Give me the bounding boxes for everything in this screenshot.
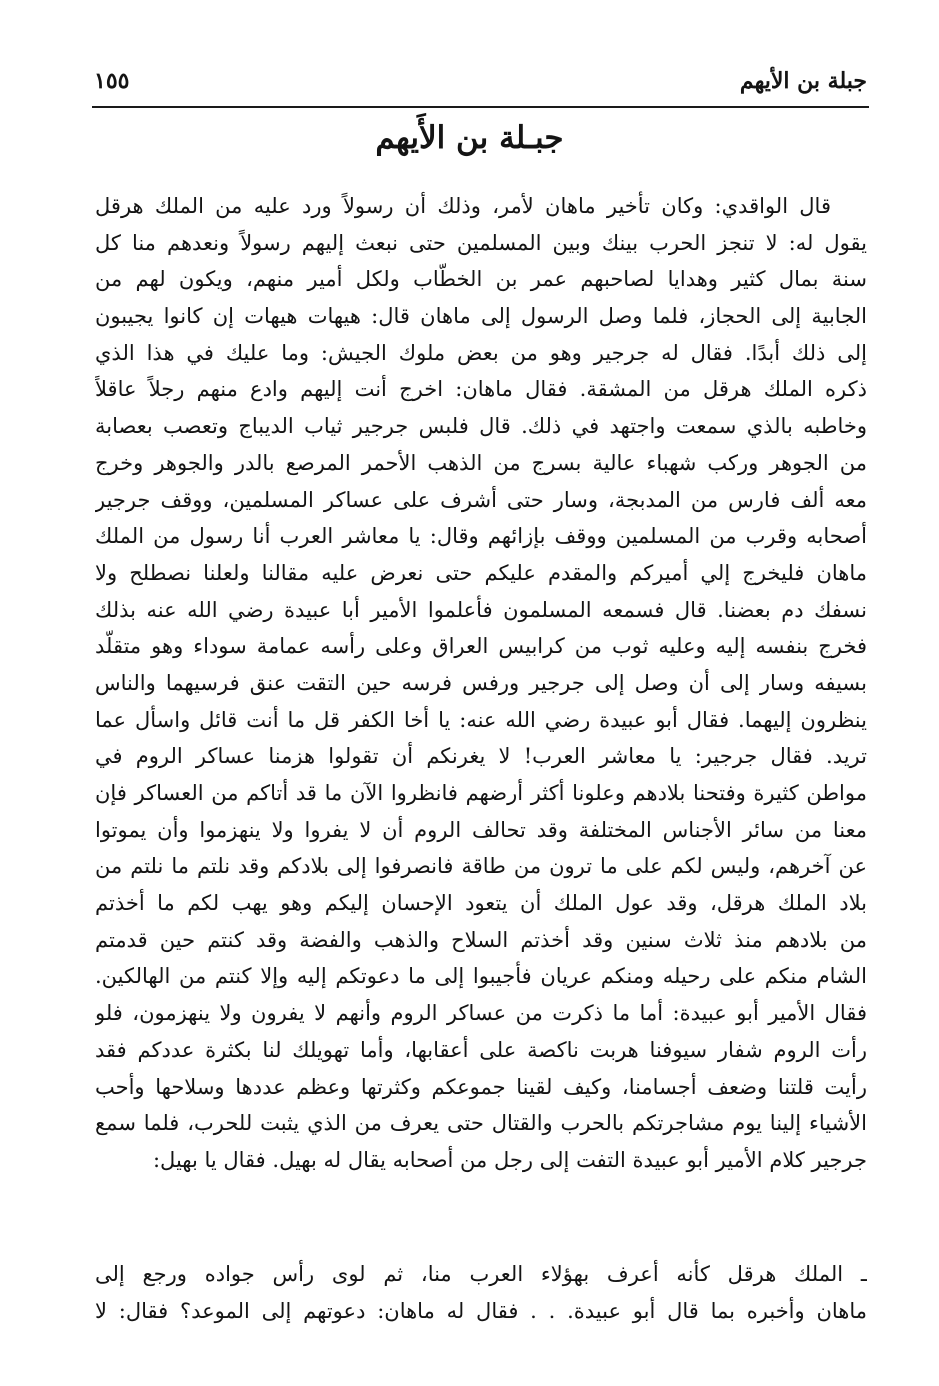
text-line: جرجير كلام الأمير أبو عبيدة التفت إلى رجل من أصحابه يقال له بهيل. فقال يا بهيل: bbox=[152, 1147, 867, 1172]
text-line: فخرج بنفسه إليه وعليه ثوب من كرابيس العراق وعلى رأسه عمامة سوداء وهو متقلّد bbox=[95, 634, 867, 659]
text-line: بلاد الملك هرقل، وقد عول الملك أن يتعود الإحسان إليكم وهو يهب لكم ما أخذتم bbox=[95, 891, 867, 916]
text-line: أصحابه وقرب من المسلمين ووقف بإزائهم وقال: يا معاشر العرب أنا رسول من الملك bbox=[95, 524, 867, 549]
text-line: الأشياء إلينا يوم مشاجرتكم بالحرب والقتال حتى يعرف من الذي يثبت للحرب، فلما سمع bbox=[95, 1111, 867, 1136]
chapter-title: جبـلة بن الأَيهم bbox=[375, 120, 564, 156]
text-line: رأيت قلتنا وضعف أجسامنا، وكيف لقينا جموعكم وكثرتها وعظم عددها وسلاحها وأحب bbox=[95, 1074, 867, 1099]
text-line: معه ألف فارس من المدبجة، وسار حتى أشرف على عساكر المسلمين، ووقف جرجير bbox=[95, 487, 867, 512]
text-line: من بلادهم منذ ثلاث سنين وقد أخذتم السلاح والذهب والفضة وقد كنتم حين قدمتم bbox=[95, 927, 867, 952]
text-line: ماهان فليخرج إلي أميركم والمقدم عليكم حتى نعرض عليه مقالنا ولعلنا نصطلح ولا bbox=[95, 560, 867, 585]
text-line: قال الواقدي: وكان تأخير ماهان لأمر، وذلك أن رسولاً ورد عليه من الملك هرقل bbox=[95, 194, 831, 218]
text-line: تريد. فقال جرجير: يا معاشر العرب! لا يغرنكم أن تقولوا هزمنا عساكر الروم في bbox=[95, 744, 867, 769]
text-line: ـ الملك هرقل كأنه أعرف بهؤلاء العرب منا، ثم لوى رأس جواده ورجع إلى bbox=[95, 1262, 867, 1286]
text-line: ماهان وأخبره بما قال أبو عبيدة. . . فقال له ماهان: دعوتهم إلى الموعد؟ فقال: لا bbox=[95, 1298, 867, 1323]
running-header bbox=[92, 62, 869, 108]
text-line: فقال الأمير أبو عبيدة: أما ما ذكرت من عساكر الروم وأنهم لا يفرون ولا ينهزمون، فلو bbox=[95, 1001, 867, 1026]
text-line: ذكره الملك هرقل من المشقة. فقال ماهان: اخرج أنت إليهم وادع منهم رجلاً عاقلاً bbox=[95, 377, 867, 402]
text-line: إلى ذلك أبدًا. فقال له جرجير وهو من بعض ملوك الجيش: وما عليك في هذا الذي bbox=[95, 340, 867, 365]
text-line: بسيفه وسار إلى أن وصل إلى جرجير ورفس فرسه حين التقت عنق فرسيهما والناس bbox=[95, 670, 867, 695]
text-line: مواطن كثيرة وفتحنا بلادهم وعلونا أكثر أرضهم فانظروا الآن ما قد أتاكم من العساكر فإن bbox=[95, 781, 867, 805]
text-line: ينظرون إليهما. فقال أبو عبيدة رضي الله عنه: يا أخا الكفر قل ما أنت قائل واسأل عما bbox=[95, 707, 867, 732]
text-line: عن آخرهم، وليس لكم على ما ترون من طاقة فانصرفوا إلى بلادكم وقد نلتم ما نلتم من bbox=[95, 854, 867, 879]
page-number: ١٥٥ bbox=[94, 68, 130, 94]
text-line: سنة بمال كثير وهدايا لصاحبهم عمر بن الخطّاب ولكل أمير منهم، ويكون لهم من bbox=[95, 267, 867, 292]
text-line: معنا من سائر الأجناس المختلفة وقد تحالف الروم أن لا يفروا ولا ينهزموا وأن يموتوا bbox=[95, 817, 867, 842]
running-title: جبلة بن الأيهم bbox=[739, 68, 867, 94]
text-line: نسفك دم بعضنا. قال فسمعه المسلمون فأعلموا الأمير أبا عبيدة رضي الله عنه بذلك bbox=[95, 597, 867, 622]
text-line: وخاطبه بالذي سمعت واجتهد في ذلك. قال فلبس جرجير ثياب الديباج وتعصب بعصابة bbox=[95, 414, 867, 439]
text-line: الجابية إلى الحجاز، فلما وصل الرسول إلى ماهان قال: هيهات هيهات إن كانوا يجيبون bbox=[95, 304, 867, 329]
text-line: يقول له: لا تنجز الحرب بينك وبين المسلمين حتى نبعث إليهم رسولاً ونعدهم منا كل bbox=[95, 230, 867, 255]
text-line: من الجوهر وركب شهباء عالية بسرج من الذهب الأحمر المرصع بالدر والجوهر وخرج bbox=[95, 450, 867, 475]
text-line: الشام منكم على رحيله ومنكم عريان فأجيبوا إلى ما دعوتكم إليه وإلا كنتم من الهالكين. bbox=[95, 964, 867, 989]
body-paragraphs bbox=[95, 188, 867, 1179]
text-line: رأت الروم شفار سيوفنا هربت ناكصة على أعقابها، وأما تهويلك لنا بكثرة عددكم فقد bbox=[95, 1037, 867, 1062]
quoted-reply bbox=[95, 1256, 867, 1329]
